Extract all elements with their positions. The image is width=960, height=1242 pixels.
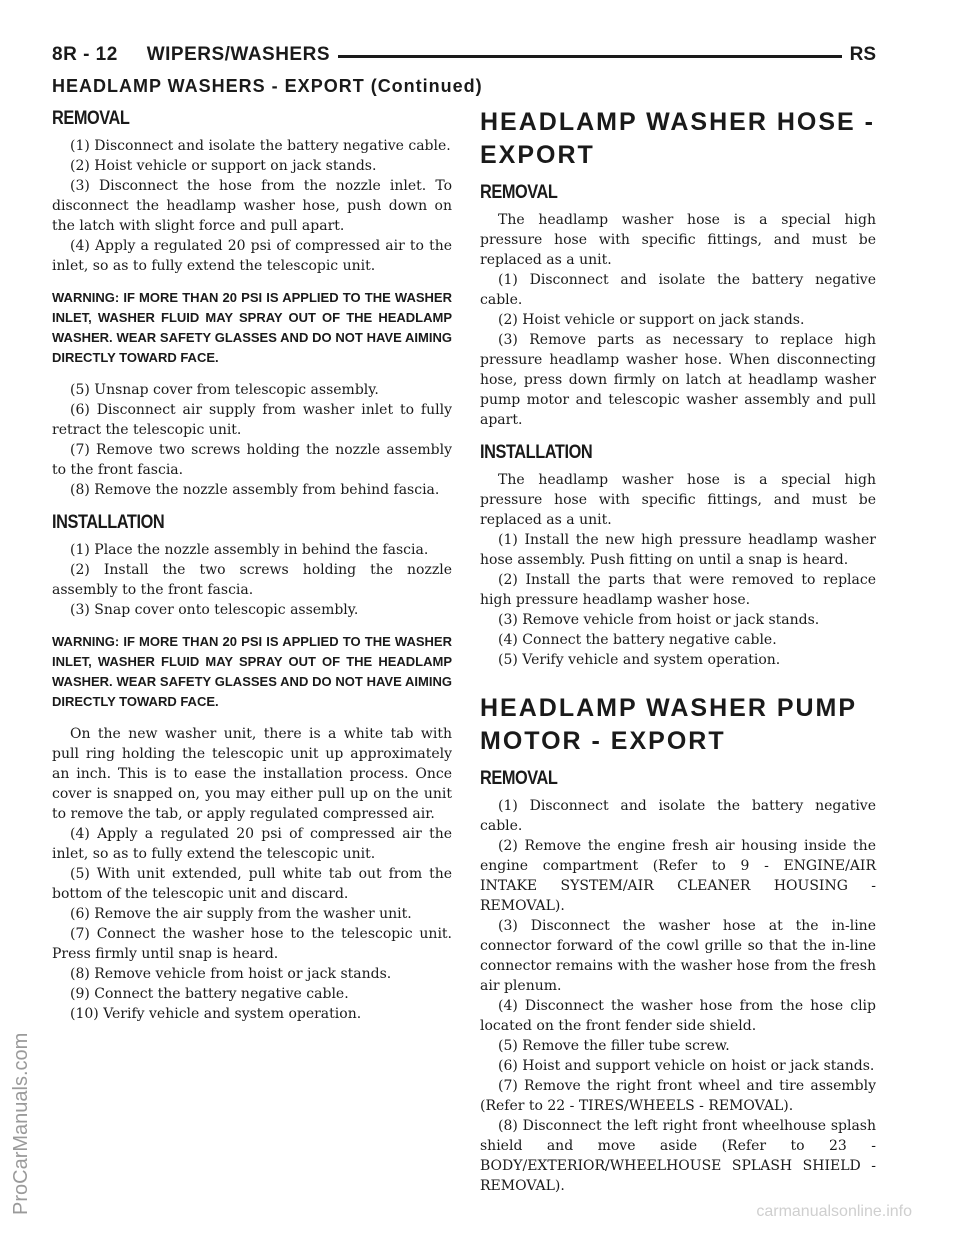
step: (1) Disconnect and isolate the battery negative cable. (480, 272, 876, 308)
installation-heading: INSTALLATION (52, 512, 165, 533)
step: (2) Hoist vehicle or support on jack stands. (498, 312, 805, 328)
warning-text: WARNING: IF MORE THAN 20 PSI IS APPLIED TO THE WASHER INLET, WASHER FLUID MAY SPRAY OUT OF THE HEADLAMP WASHER. WEAR SAFETY GLASSES AND DO NOT HAVE AIMING DIRECTLY TOWARD FACE. (52, 634, 452, 709)
removal-heading: REMOVAL (52, 108, 130, 129)
hose-removal-heading: REMOVAL (480, 182, 558, 203)
pump-removal-heading: REMOVAL (480, 768, 558, 789)
header-model: RS (842, 44, 876, 66)
step: (8) Disconnect the left right front wheelhouse splash shield and move aside (Refer to 23 - BODY/EXTERIOR/WHEELHOUSE SPLASH SHIELD - REMOVAL). (480, 1118, 876, 1194)
step: (1) Place the nozzle assembly in behind the fascia. (70, 542, 429, 558)
step: (5) With unit extended, pull white tab out from the bottom of the telescopic unit and discard. (52, 866, 452, 902)
step: (2) Hoist vehicle or support on jack stands. (70, 158, 377, 174)
step: (6) Remove the air supply from the washer unit. (70, 906, 412, 922)
step: (5) Remove the filler tube screw. (498, 1038, 730, 1054)
left-column (52, 108, 452, 1024)
note-paragraph: On the new washer unit, there is a white tab with pull ring holding the telescopic unit up approximately an inch. This is to ease the installation process. Once cover is snapped on, you may either pull up on the unit to remove the tab, or apply regulated compressed air. (52, 726, 452, 822)
step: (8) Remove vehicle from hoist or jack stands. (70, 966, 392, 982)
footer-watermark: carmanualsonline.info (756, 1203, 912, 1220)
step: (6) Disconnect air supply from washer inlet to fully retract the telescopic unit. (52, 402, 452, 438)
hose-section-title: HEADLAMP WASHER HOSE - EXPORT (480, 108, 875, 169)
continued-title: HEADLAMP WASHERS - EXPORT (Continued) (52, 76, 483, 96)
step: (9) Connect the battery negative cable. (70, 986, 349, 1002)
step: (5) Verify vehicle and system operation. (498, 652, 781, 668)
step: (4) Connect the battery negative cable. (498, 632, 777, 648)
step: (10) Verify vehicle and system operation. (70, 1006, 362, 1022)
step: (3) Disconnect the hose from the nozzle inlet. To disconnect the headlamp washer hose, push down on the latch with slight force and pull apart. (52, 178, 452, 234)
step: (3) Remove parts as necessary to replace high pressure headlamp washer hose. When disconnecting hose, press down firmly on latch at headlamp washer pump motor and telescopic washer assembly and pull apart. (480, 332, 876, 428)
step: (2) Install the two screws holding the nozzle assembly to the front fascia. (52, 562, 452, 598)
step: (1) Install the new high pressure headlamp washer hose assembly. Push fitting on until a snap is heard. (480, 532, 876, 568)
header-section: 8R - 12 WIPERS/WASHERS (52, 44, 338, 66)
step: (1) Disconnect and isolate the battery negative cable. (70, 138, 451, 154)
step: (1) Disconnect and isolate the battery negative cable. (480, 798, 876, 834)
side-watermark: ProCarManuals.com (10, 1032, 32, 1215)
step: (3) Remove vehicle from hoist or jack stands. (498, 612, 820, 628)
step: (4) Apply a regulated 20 psi of compressed air to the inlet, so as to fully extend the telescopic unit. (52, 238, 452, 274)
step: (3) Disconnect the washer hose at the in-line connector forward of the cowl grille so that the in-line connector remains with the washer hose from the fresh air plenum. (480, 918, 876, 994)
step: (2) Install the parts that were removed to replace high pressure headlamp washer hose. (480, 572, 876, 608)
step: (7) Connect the washer hose to the telescopic unit. Press firmly until snap is heard. (52, 926, 452, 962)
step: (8) Remove the nozzle assembly from behind fascia. (70, 482, 440, 498)
step: (7) Remove the right front wheel and tire assembly (Refer to 22 - TIRES/WHEELS - REMOVAL). (480, 1078, 876, 1114)
step: (4) Apply a regulated 20 psi of compressed air the inlet, so as to fully extend the telescopic unit. (52, 826, 452, 862)
pump-section-title: HEADLAMP WASHER PUMP MOTOR - EXPORT (480, 694, 857, 755)
step: (7) Remove two screws holding the nozzle assembly to the front fascia. (52, 442, 452, 478)
step: (6) Hoist and support vehicle on hoist or jack stands. (498, 1058, 875, 1074)
step: (4) Disconnect the washer hose from the hose clip located on the front fender side shield. (480, 998, 876, 1034)
hose-installation-heading: INSTALLATION (480, 442, 593, 463)
warning-text: WARNING: IF MORE THAN 20 PSI IS APPLIED TO THE WASHER INLET, WASHER FLUID MAY SPRAY OUT OF THE HEADLAMP WASHER. WEAR SAFETY GLASSES AND DO NOT HAVE AIMING DIRECTLY TOWARD FACE. (52, 290, 452, 365)
page-header (52, 44, 876, 74)
step: (5) Unsnap cover from telescopic assembly. (70, 382, 379, 398)
step: (3) Snap cover onto telescopic assembly. (70, 602, 359, 618)
step: (2) Remove the engine fresh air housing inside the engine compartment (Refer to 9 - ENGINE/AIR INTAKE SYSTEM/AIR CLEANER HOUSING - REMOVAL). (480, 838, 876, 914)
intro-paragraph: The headlamp washer hose is a special high pressure hose with specific fittings, and must be replaced as a unit. (480, 212, 876, 268)
intro-paragraph: The headlamp washer hose is a special high pressure hose with specific fittings, and must be replaced as a unit. (480, 472, 876, 528)
right-column (480, 106, 876, 1196)
